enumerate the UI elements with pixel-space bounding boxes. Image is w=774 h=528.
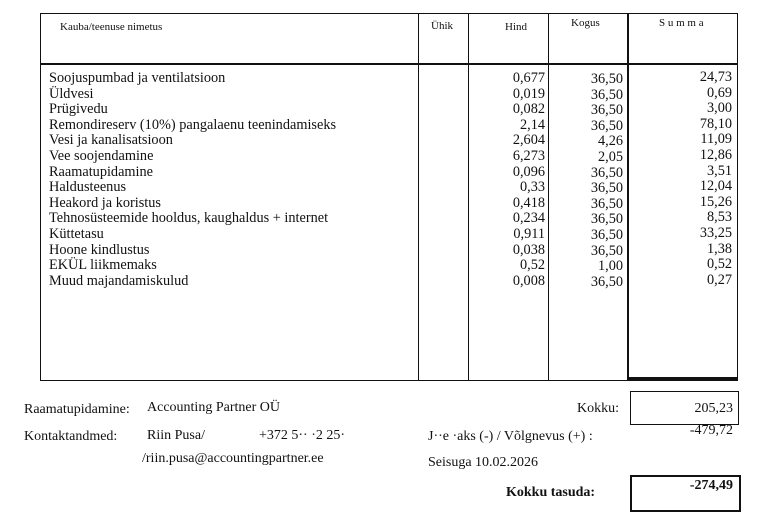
row-sum: 78,10 xyxy=(699,115,732,132)
row-name: Raamatupidamine xyxy=(49,163,154,180)
row-qty: 36,50 xyxy=(590,117,623,134)
row-qty: 36,50 xyxy=(590,71,623,87)
row-qty: 36,50 xyxy=(590,211,623,228)
row-price: 0,038 xyxy=(512,241,545,258)
row-price: 0,082 xyxy=(512,101,545,118)
row-qty: 1,00 xyxy=(597,258,623,275)
total-label: Kokku: xyxy=(577,401,619,416)
row-price: 0,008 xyxy=(512,272,545,289)
row-qty: 2,05 xyxy=(597,149,623,165)
row-name: Üldvesi xyxy=(49,85,94,102)
row-name: Heakord ja koristus xyxy=(49,194,161,211)
row-name: Vesi ja kanalisatsioon xyxy=(49,132,173,149)
row-price: 0,677 xyxy=(512,70,545,86)
contact-label: Kontaktandmed: xyxy=(24,429,118,444)
as-of-date: Seisuga 10.02.2026 xyxy=(428,455,539,470)
sum-column-bottom-rule xyxy=(628,377,737,380)
row-sum: 0,27 xyxy=(706,271,732,288)
col-divider-unit xyxy=(418,13,419,380)
row-qty: 36,50 xyxy=(590,102,623,119)
row-price: 0,52 xyxy=(519,257,545,274)
row-price: 6,273 xyxy=(512,148,545,164)
row-name: Küttetasu xyxy=(49,226,104,242)
row-name: Remondireserv (10%) pangalaenu teenindamiseks xyxy=(49,116,337,133)
row-sum: 0,69 xyxy=(706,84,732,101)
balance-value: -479,72 xyxy=(689,423,733,438)
row-qty: 36,50 xyxy=(590,164,623,181)
col-divider-sum xyxy=(627,13,629,380)
row-sum: 3,51 xyxy=(706,162,732,179)
row-sum: 15,26 xyxy=(699,193,732,210)
header-price: Hind xyxy=(505,21,527,33)
to-pay-label: Kokku tasuda: xyxy=(506,485,596,500)
row-price: 2,14 xyxy=(519,116,545,133)
contact-name: Riin Pusa/ xyxy=(147,428,205,443)
contact-phone: +372 5·· ·2 25· xyxy=(259,428,346,443)
row-sum: 0,52 xyxy=(706,256,732,273)
row-name: Vee soojendamine xyxy=(49,148,154,164)
row-price: 0,911 xyxy=(513,226,545,242)
row-sum: 11,09 xyxy=(700,131,732,148)
row-qty: 36,50 xyxy=(590,195,623,212)
row-name: Prügivedu xyxy=(49,101,108,118)
row-name: Hoone kindlustus xyxy=(49,241,150,258)
balance-label: J··e ·aks (-) / Võlgnevus (+) : xyxy=(428,429,593,444)
row-qty: 4,26 xyxy=(597,133,623,150)
row-qty: 36,50 xyxy=(590,273,623,290)
row-sum: 24,73 xyxy=(699,69,732,85)
row-qty: 36,50 xyxy=(590,86,623,103)
header-name: Kauba/teenuse nimetus xyxy=(60,21,163,33)
row-price: 0,019 xyxy=(512,85,545,102)
row-name: Haldusteenus xyxy=(49,179,127,196)
row-name: Soojuspumbad ja ventilatsioon xyxy=(49,70,226,86)
row-price: 0,418 xyxy=(512,194,545,211)
row-name: Tehnosüsteemide hooldus, kaughaldus + internet xyxy=(49,210,329,227)
row-qty: 36,50 xyxy=(590,180,623,197)
to-pay-value: -274,49 xyxy=(689,478,733,493)
row-price: 0,234 xyxy=(512,210,545,227)
col-divider-qty xyxy=(548,13,549,380)
row-qty: 36,50 xyxy=(590,227,623,243)
header-sum: S u m m a xyxy=(659,17,704,29)
row-name: Muud majandamiskulud xyxy=(49,272,189,289)
row-qty: 36,50 xyxy=(590,242,623,259)
row-sum: 8,53 xyxy=(706,209,732,226)
accounting-value: Accounting Partner OÜ xyxy=(147,400,280,415)
row-sum: 12,86 xyxy=(699,147,732,163)
row-price: 0,096 xyxy=(512,163,545,180)
row-price: 2,604 xyxy=(512,132,545,149)
row-name: EKÜL liikmemaks xyxy=(49,257,157,274)
total-value: 205,23 xyxy=(694,401,733,416)
col-divider-price xyxy=(468,13,469,380)
contact-email: /riin.pusa@accountingpartner.ee xyxy=(142,451,324,466)
accounting-label: Raamatupidamine: xyxy=(24,402,130,417)
row-sum: 12,04 xyxy=(699,178,732,195)
header-qty: Kogus xyxy=(571,17,600,29)
row-sum: 33,25 xyxy=(699,225,732,241)
row-sum: 1,38 xyxy=(706,240,732,257)
table-header-divider xyxy=(40,63,737,65)
header-unit: Ühik xyxy=(431,20,453,32)
row-price: 0,33 xyxy=(519,179,545,196)
row-sum: 3,00 xyxy=(706,100,732,117)
